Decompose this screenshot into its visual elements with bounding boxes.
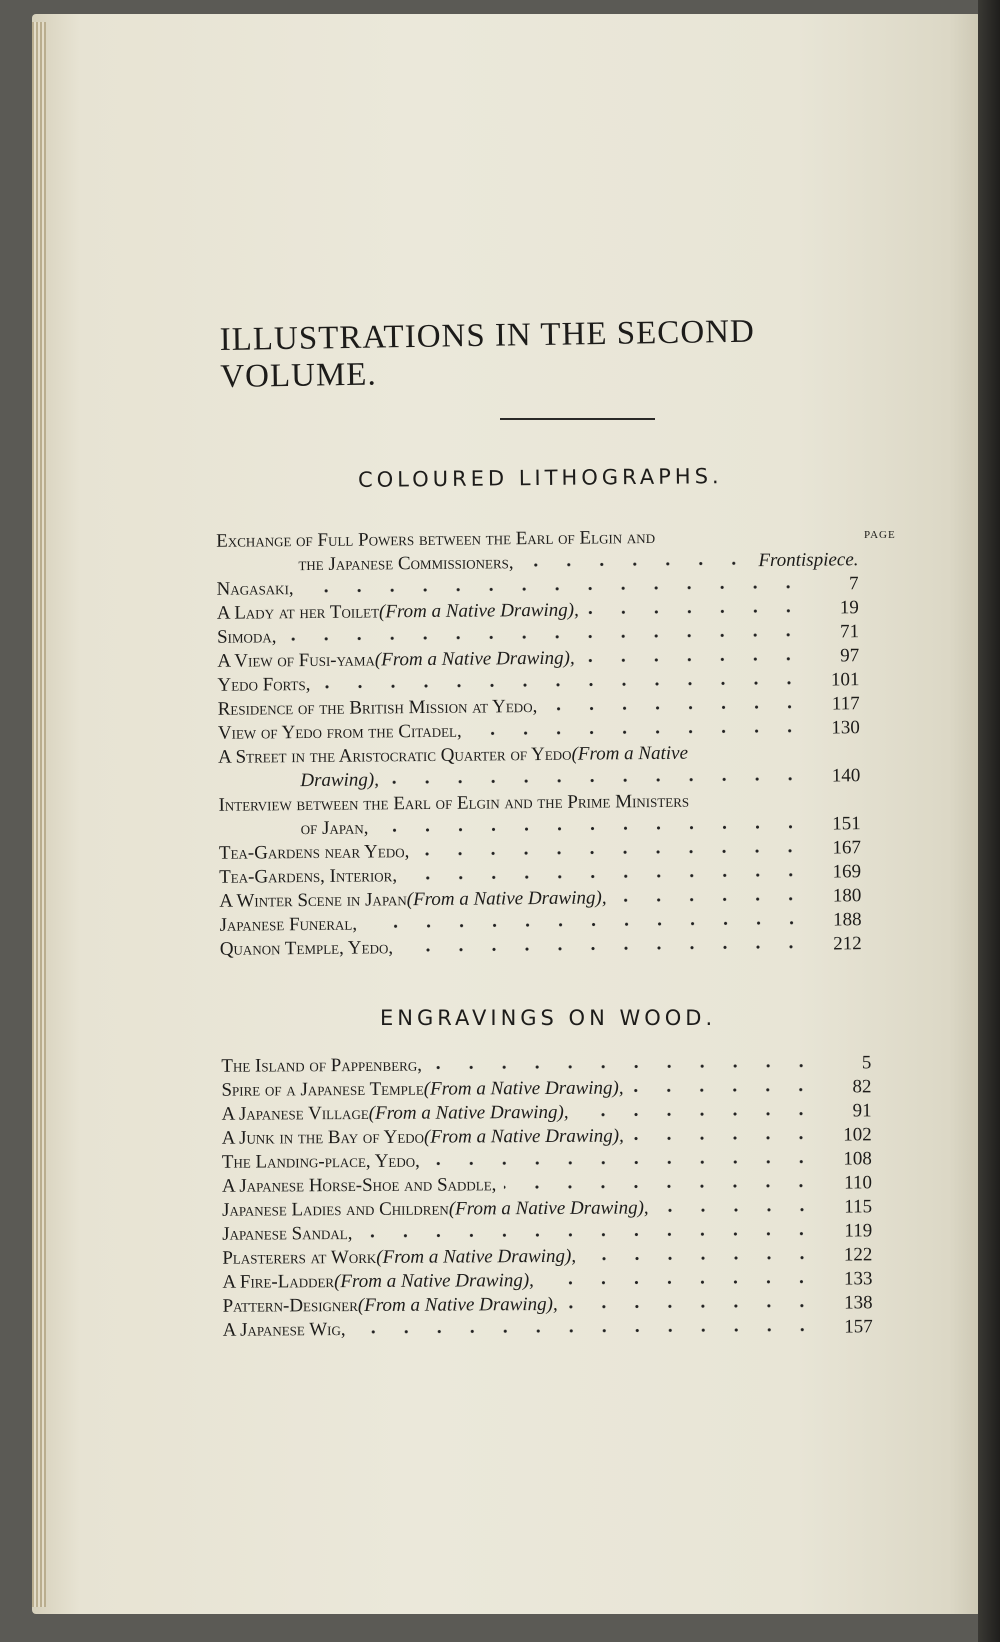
- entry-title: Japanese Funeral,: [219, 913, 358, 936]
- page-number: 71: [839, 621, 860, 643]
- entry-title: Yedo Forts,: [217, 673, 311, 696]
- entry-line: [222, 1148, 872, 1175]
- entry-title: A Japanese Village: [221, 1102, 369, 1125]
- lithographs-list: [216, 525, 862, 963]
- page-number: 110: [844, 1172, 872, 1194]
- entry-note: (From a Native Drawing),: [368, 1101, 569, 1124]
- entry-line: [222, 1220, 872, 1247]
- dot-leader: [583, 656, 806, 664]
- entry-note: (From a Native Drawing),: [406, 887, 607, 911]
- page-number: 151: [832, 813, 861, 835]
- entry-title: A Junk in the Bay of Yedo: [221, 1126, 425, 1149]
- book-cover-edge: [978, 0, 1000, 1642]
- entry-title: A Street in the Aristocratic Quarter of Yedo: [218, 743, 572, 768]
- entry-note: (From a Native Drawing),: [448, 1197, 649, 1220]
- dot-leader: [376, 824, 806, 834]
- entry-line: [222, 1268, 872, 1295]
- entry-title: Spire of a Japanese Temple: [221, 1078, 424, 1101]
- entry-note: (From a Native Drawing),: [376, 1245, 577, 1268]
- list-item: [221, 1076, 871, 1103]
- entry-note: (From a Native Drawing),: [423, 1077, 624, 1100]
- dot-leader: [302, 584, 805, 594]
- page-number: 130: [831, 717, 860, 739]
- dot-leader: [632, 1087, 818, 1094]
- page-number: 167: [832, 837, 862, 859]
- entry-line: [221, 1076, 871, 1103]
- entry-title: Residence of the British Mission at Yedo,: [217, 696, 538, 720]
- entry-title: of Japan,: [300, 817, 369, 840]
- entry-line: [222, 1172, 872, 1199]
- entry-title: A Japanese Wig,: [222, 1319, 346, 1341]
- dot-leader: [577, 1111, 818, 1118]
- dot-leader: [566, 1303, 819, 1310]
- page-number: 108: [843, 1148, 872, 1170]
- entry-line: [222, 1244, 872, 1271]
- list-item: [223, 1292, 873, 1319]
- page-number: 133: [843, 1268, 873, 1290]
- dot-leader: [587, 608, 805, 616]
- dot-leader: [354, 1327, 819, 1335]
- dot-leader: [542, 1279, 819, 1286]
- page-number: 82: [852, 1076, 872, 1098]
- entry-title: A Lady at her Toilet: [216, 601, 380, 624]
- page-number: Frontispiece.: [758, 549, 859, 572]
- entry-title: Interview between the Earl of Elgin and the Prime Ministers: [218, 790, 690, 816]
- dot-leader: [365, 920, 808, 930]
- list-item: [222, 1196, 872, 1223]
- entry-note: (From a Native Drawing),: [334, 1270, 534, 1293]
- list-item: [222, 1124, 872, 1151]
- list-item: [218, 789, 860, 843]
- list-item: [216, 525, 858, 579]
- page-number: 140: [831, 765, 861, 787]
- entry-note: (From a Native Drawing),: [423, 1125, 624, 1148]
- entry-title: Japanese Ladies and Children: [222, 1198, 449, 1221]
- page-number: 180: [832, 885, 862, 907]
- section-heading-lithographs: COLOURED LITHOGRAPHS.: [357, 464, 723, 492]
- page-number: 119: [844, 1220, 873, 1242]
- entry-title: Quanon Temple, Yedo,: [219, 937, 394, 960]
- entry-title: the Japanese Commissioners,: [298, 552, 514, 576]
- page-number: 19: [839, 597, 859, 619]
- entry-title: A Winter Scene in Japan: [219, 889, 407, 912]
- list-item: [222, 1244, 872, 1271]
- page-number: 188: [832, 909, 862, 931]
- dot-leader: [430, 1063, 817, 1071]
- dot-leader: [504, 1183, 818, 1191]
- entry-title: The Landing-place, Yedo,: [221, 1150, 420, 1173]
- entry-line: [222, 1124, 872, 1151]
- list-item: [222, 1148, 872, 1175]
- page-title: ILLUSTRATIONS IN THE SECOND VOLUME.: [219, 313, 756, 395]
- dot-leader: [657, 1207, 818, 1214]
- dot-leader: [615, 896, 808, 904]
- entry-line: [221, 1052, 871, 1079]
- entry-note: (From a Native Drawing),: [378, 599, 579, 623]
- entry-title: Plasterers at Work: [222, 1246, 377, 1269]
- page-number: 7: [849, 573, 859, 595]
- entry-note: (From a Native Drawing),: [374, 647, 575, 671]
- dot-leader: [360, 1231, 818, 1239]
- section-heading-engravings: ENGRAVINGS ON WOOD.: [380, 1006, 717, 1030]
- title-rule: [500, 418, 655, 420]
- page-number: 101: [830, 669, 860, 691]
- engravings-list: [221, 1052, 872, 1343]
- entry-title: The Island of Pappenberg,: [221, 1054, 422, 1077]
- page-column-label: PAGE: [864, 529, 896, 541]
- page-number: 169: [832, 861, 862, 883]
- page-number: 157: [844, 1316, 873, 1338]
- entry-title: Tea-Gardens, Interior,: [219, 865, 398, 888]
- entry-line: [222, 1100, 872, 1127]
- entry-title: A Japanese Horse-Shoe and Saddle,: [221, 1174, 497, 1197]
- entry-title: Exchange of Full Powers between the Earl of Elgin and: [216, 526, 656, 552]
- dot-leader: [470, 728, 806, 737]
- entry-note: (From a Native: [571, 742, 689, 765]
- list-item: [221, 1052, 871, 1079]
- dot-leader: [584, 1255, 818, 1262]
- page-number: 91: [852, 1100, 872, 1122]
- dot-leader: [632, 1135, 818, 1142]
- dot-leader: [387, 776, 806, 786]
- page-number: 117: [831, 693, 860, 715]
- entry-title: Nagasaki,: [216, 578, 294, 600]
- page-number: 122: [843, 1244, 873, 1266]
- dot-leader: [405, 872, 807, 882]
- entry-line: [222, 1196, 872, 1223]
- page-number: 212: [833, 933, 862, 955]
- dot-leader: [417, 848, 807, 857]
- list-item: [222, 1100, 872, 1127]
- dot-leader: [545, 704, 805, 712]
- entry-line: [223, 1316, 873, 1343]
- dot-leader: [401, 944, 808, 954]
- entry-title: Pattern-Designer: [222, 1294, 358, 1317]
- entry-title: Tea-Gardens near Yedo,: [218, 841, 410, 864]
- page-number: 5: [861, 1052, 872, 1074]
- list-item: [222, 1172, 872, 1199]
- entry-note: (From a Native Drawing),: [357, 1293, 558, 1316]
- page-edges: [32, 22, 46, 1607]
- list-item: [223, 1316, 873, 1343]
- page-number: 138: [843, 1292, 873, 1314]
- page-number: 97: [840, 645, 860, 667]
- dot-leader: [522, 560, 751, 568]
- entry-title: View of Yedo from the Citadel,: [217, 720, 462, 744]
- page-number: 115: [844, 1196, 873, 1218]
- entry-title: Japanese Sandal,: [222, 1223, 353, 1245]
- dot-leader: [284, 632, 805, 643]
- entry-line: [223, 1292, 873, 1319]
- entry-title: A Fire-Ladder: [222, 1271, 335, 1293]
- entry-title: A View of Fusi-yama: [217, 649, 375, 672]
- list-item: [218, 741, 860, 795]
- dot-leader: [428, 1159, 818, 1167]
- dot-leader: [318, 680, 805, 690]
- page-number: 102: [843, 1124, 872, 1146]
- entry-title: Simoda,: [216, 626, 277, 648]
- list-item: [222, 1268, 872, 1295]
- entry-note: Drawing),: [300, 769, 380, 792]
- list-item: [222, 1220, 872, 1247]
